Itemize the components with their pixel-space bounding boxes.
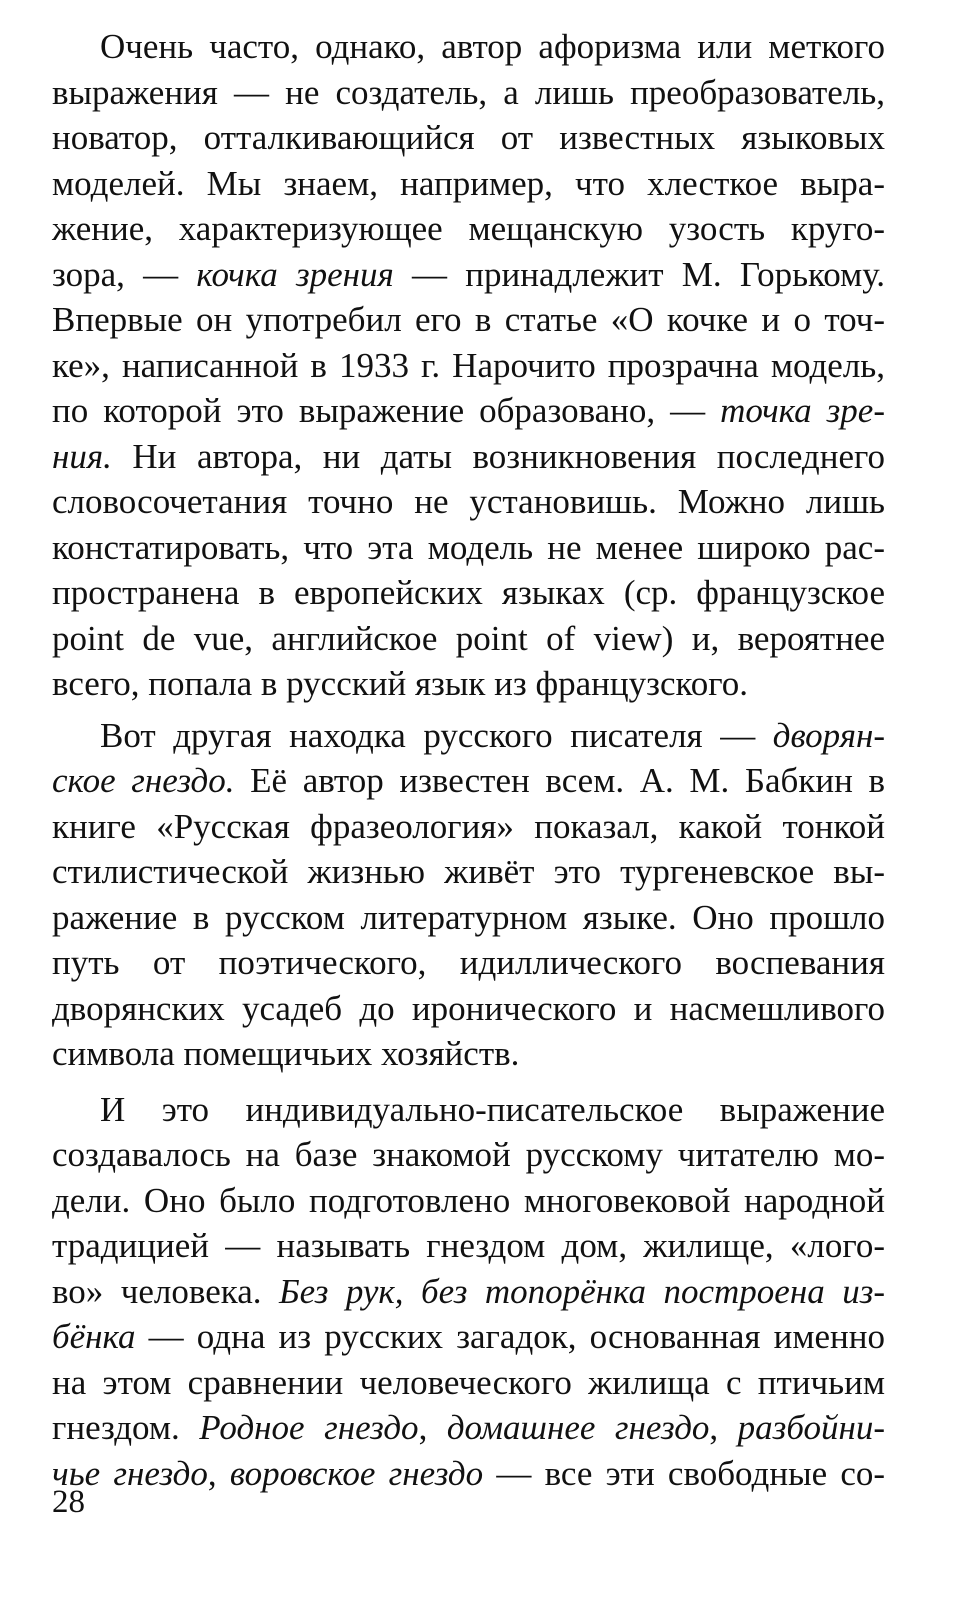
italic-text-run: Родное гнездо <box>199 1408 419 1447</box>
text-line <box>52 849 885 895</box>
text-run: ке», написанной в 1933 г. Нарочито прозрачна модель, <box>52 345 885 385</box>
text-line <box>52 804 885 850</box>
paragraph <box>52 24 885 707</box>
text-run: point de vue, английское point of view) и, вероятнее <box>52 618 885 658</box>
text-run: во» человека. <box>52 1271 279 1311</box>
text-line <box>52 940 885 986</box>
italic-text-run: Без рук, без топорёнка построена из- <box>278 1271 885 1311</box>
text-line <box>52 1314 885 1360</box>
text-line <box>52 206 885 252</box>
text-run: всего, попала в русский язык из французского. <box>52 664 748 703</box>
text-line <box>52 1031 885 1077</box>
text-line <box>52 479 885 525</box>
text-run: зора, — <box>52 254 197 294</box>
text-run: констатировать, что эта модель не менее широко рас- <box>52 527 885 567</box>
text-line <box>52 343 885 389</box>
text-run: гнездом. <box>52 1408 200 1447</box>
text-line <box>52 252 885 298</box>
text-run: на этом сравнении человеческого жилища с птичьим <box>52 1362 885 1402</box>
italic-text-run: чье гнездо <box>52 1453 208 1493</box>
text-line <box>52 895 885 941</box>
text-run: стилистической жизнью живёт это тургеневское вы- <box>52 852 885 891</box>
text-run: — одна из русских загадок, основанная именно <box>135 1317 885 1356</box>
italic-text-run: ское гнездо. <box>52 761 235 800</box>
text-run: И это индивидуально-писательское выражение <box>100 1089 885 1129</box>
text-run: новатор, отталкивающийся от известных языковых <box>52 118 885 157</box>
text-run: книге «Русская фразеология» показал, какой тонкой <box>52 806 885 846</box>
italic-text-run: дворян- <box>772 715 885 755</box>
text-run: моделей. Мы знаем, например, что хлесткое выра- <box>52 163 885 203</box>
text-line <box>52 70 885 116</box>
text-line <box>52 525 885 571</box>
text-line <box>52 1178 885 1224</box>
text-run: Очень часто, однако, автор афоризма или меткого <box>100 27 885 66</box>
italic-text-run: разбойни- <box>737 1408 885 1447</box>
text-run: Ни автора, ни даты возникновения последнего <box>111 436 885 476</box>
text-line <box>52 661 885 707</box>
text-run: — принадлежит М. Горькому. <box>393 254 885 294</box>
text-line <box>52 616 885 662</box>
italic-text-run: ния. <box>52 436 112 476</box>
text-run: создавалось на базе знакомой русскому читателю мо- <box>52 1135 885 1174</box>
text-line <box>52 388 885 434</box>
paragraph <box>52 713 885 1077</box>
text-line <box>52 115 885 161</box>
text-line <box>52 758 885 804</box>
text-line <box>52 986 885 1032</box>
text-run: по которой это выражение образовано, — <box>52 391 721 430</box>
text-line <box>52 1223 885 1269</box>
text-line <box>52 24 885 70</box>
italic-text-run: точка зре- <box>720 391 885 430</box>
text-run: Впервые он употребил его в статье «О кочке и о точ- <box>52 300 885 339</box>
text-run: Вот другая находка русского писателя — <box>100 715 773 755</box>
text-line <box>52 1132 885 1178</box>
text-line <box>52 297 885 343</box>
text-run: традицией — называть гнездом дом, жилище, «лого- <box>52 1226 885 1265</box>
text-run: , <box>709 1408 738 1447</box>
italic-text-run: воровское гнездо <box>229 1453 484 1493</box>
text-run: пространена в европейских языках (ср. французское <box>52 573 885 612</box>
text-run: Её автор известен всем. А. М. Бабкин в <box>234 761 885 800</box>
text-run: выражения — не создатель, а лишь преобразователь, <box>52 72 885 112</box>
text-run: символа помещичьих хозяйств. <box>52 1034 520 1073</box>
italic-text-run: кочка зрения <box>196 254 394 294</box>
text-run: жение, характеризующее мещанскую узость круго- <box>52 209 885 248</box>
text-line <box>52 570 885 616</box>
text-run: дели. Оно было подготовлено многовековой народной <box>52 1180 885 1220</box>
text-line <box>52 1451 885 1497</box>
page-text <box>52 24 885 1496</box>
paragraph <box>52 1087 885 1497</box>
text-line <box>52 1405 885 1451</box>
text-line <box>52 1269 885 1315</box>
page-number: 28 <box>52 1484 85 1520</box>
text-line <box>52 713 885 759</box>
text-line <box>52 1360 885 1406</box>
italic-text-run: бёнка <box>52 1317 136 1356</box>
italic-text-run: домашнее гнездо <box>446 1408 710 1447</box>
text-line <box>52 161 885 207</box>
text-run: словосочетания точно не установишь. Можно лишь <box>52 482 885 521</box>
text-run: , <box>418 1408 447 1447</box>
text-run: дворянских усадеб до иронического и насмешливого <box>52 988 885 1028</box>
text-run: , <box>207 1453 230 1493</box>
text-line <box>52 434 885 480</box>
text-run: — все эти свободные со- <box>483 1453 886 1493</box>
text-run: ражение в русском литературном языке. Оно прошло <box>52 897 885 937</box>
text-line <box>52 1087 885 1133</box>
text-run: путь от поэтического, идиллического воспевания <box>52 943 885 982</box>
